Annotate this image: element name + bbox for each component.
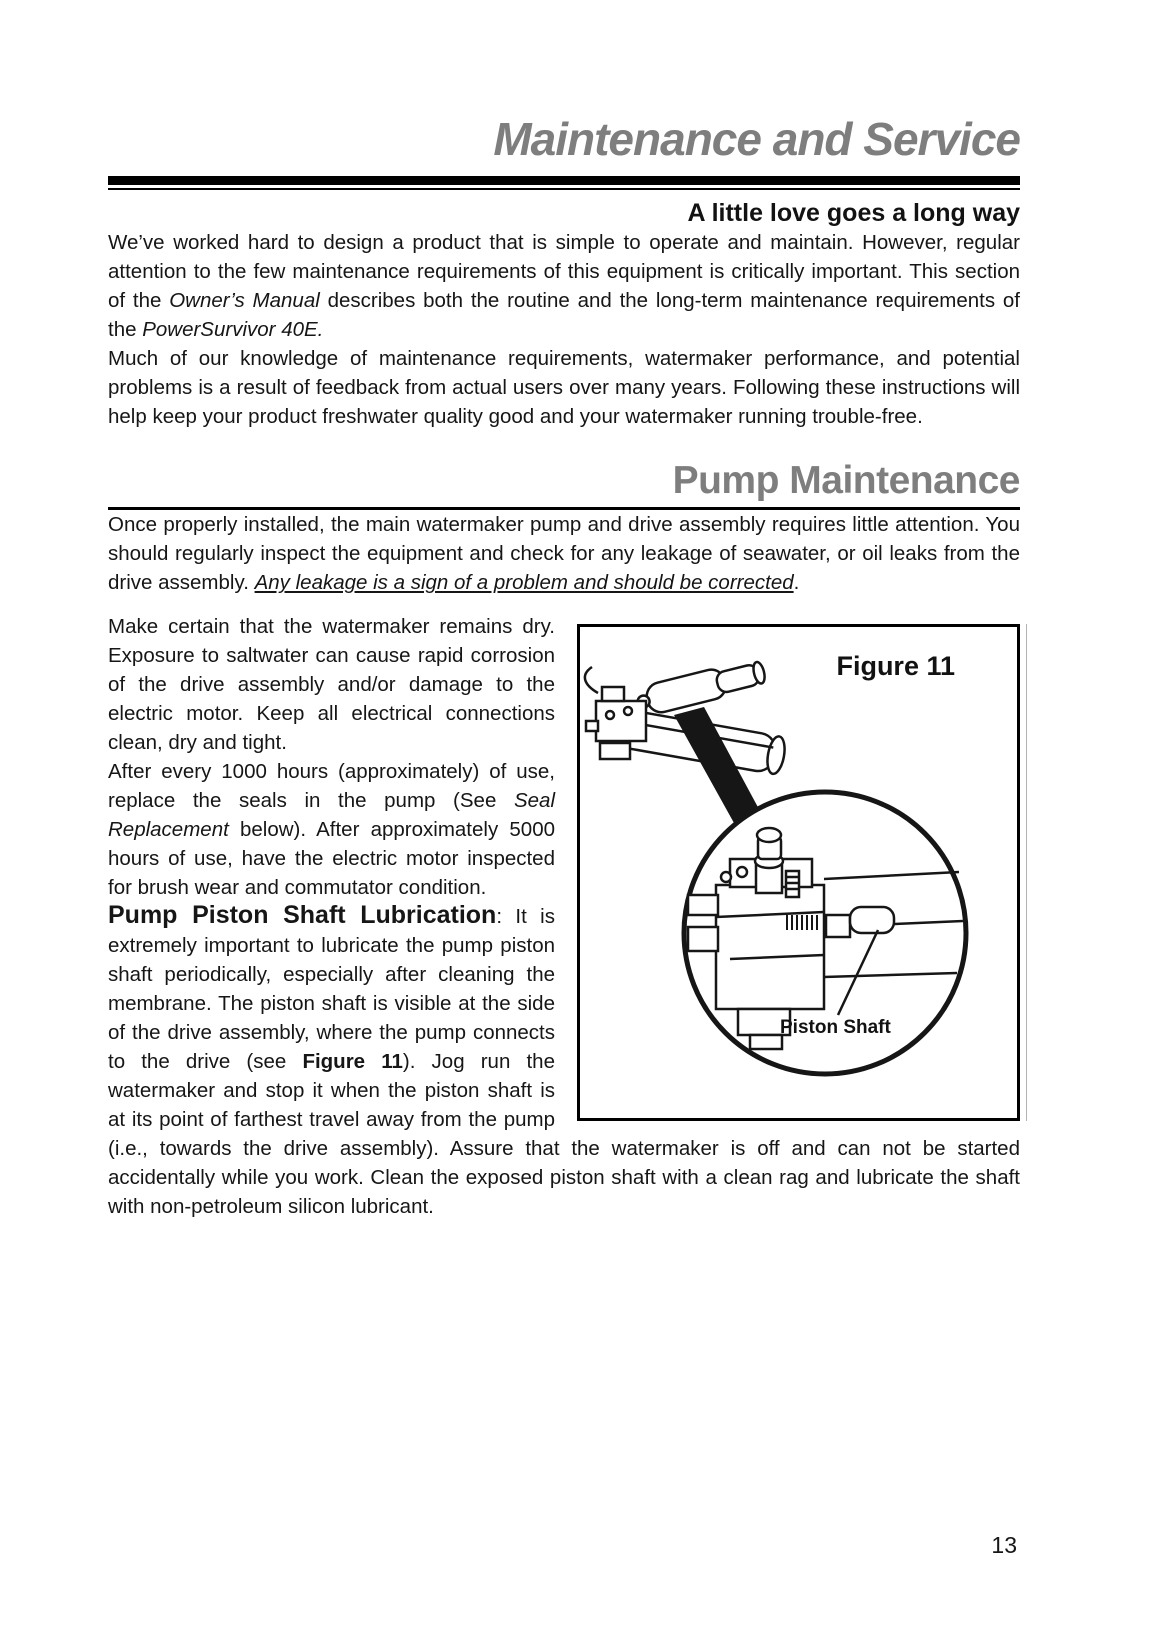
pump-maintenance-paragraph xyxy=(108,510,1020,597)
text-segment: describes both the routine and the long-term maintenance requirements of the xyxy=(108,288,1020,341)
text-segment: Pump Piston Shaft Lubrication xyxy=(108,901,497,930)
text-segment: Once properly installed, the main watermaker pump and drive assembly requires little attention. You should regularly inspect the equipment and check for any leakage of seawater, or oil leaks from the drive assembly. xyxy=(108,513,1020,595)
text-segment: After every 1000 hours (approximately) of use, replace the seals in the pump (See xyxy=(108,760,555,813)
text-segment: We’ve worked hard to design a product that is simple to operate and maintain. However, regular attention to the few maintenance requirements of this equipment is critically important. This section of the xyxy=(108,230,1020,312)
pump-illustration xyxy=(580,627,1017,1118)
scan-artifact-line xyxy=(1026,624,1027,1121)
section-subtitle: A little love goes a long way xyxy=(687,198,1020,227)
pump-maintenance-heading: Pump Maintenance xyxy=(672,458,1020,502)
text-segment: Any leakage is a sign of a problem and should be corrected xyxy=(254,571,794,595)
page-title: Maintenance and Service xyxy=(493,113,1020,165)
figure-text-wrap xyxy=(108,612,1020,1221)
text-segment: Much of our knowledge of maintenance requirements, watermaker performance, and potential problems is a result of feedback from actual users over many years. Following these instructions will help keep your product freshwater quality good and your watermaker running trouble-free. xyxy=(108,346,1020,428)
title-rule-thin-line xyxy=(108,188,1020,190)
text-segment: ). Jog run the watermaker and stop it when the piston shaft is at its point of farthest travel away from the pump (i.e., towards the drive assembly). Assure that the watermaker is off and can not be started accidentally while you work. Clean the exposed piston shaft with a clean rag and lubricate the shaft with non-petroleum silicon lubricant. xyxy=(108,1050,1020,1219)
intro-paragraph-2 xyxy=(108,344,1020,431)
page-content xyxy=(108,0,1020,1221)
text-segment: Owner’s Manual xyxy=(169,288,320,312)
text-segment: . xyxy=(793,571,800,595)
text-segment: below). After approximately 5000 hours of use, have the electric motor inspected for brush wear and commutator condition. xyxy=(108,818,555,900)
text-segment: Seal Replacement xyxy=(108,789,555,842)
intro-paragraph-1 xyxy=(108,228,1020,344)
text-segment: Figure 11 xyxy=(302,1050,403,1074)
text-segment: Make certain that the watermaker remains dry. Exposure to saltwater can cause rapid corrosion of the drive assembly and/or damage to the electric motor. Keep all electrical connections clean, dry and tight. xyxy=(108,615,555,755)
figure-box xyxy=(577,624,1020,1121)
figure-label: Figure 11 xyxy=(836,651,955,682)
page-number: 13 xyxy=(991,1532,1017,1558)
title-rule xyxy=(108,176,1020,190)
text-segment: : It is extremely important to lubricate the pump piston shaft periodically, especially after cleaning the membrane. The piston shaft is visible at the side of the drive assembly, where the pump connects to the drive (see xyxy=(108,905,555,1074)
piston-shaft-label: Piston Shaft xyxy=(780,1017,891,1039)
title-rule-thick-line xyxy=(108,176,1020,185)
text-segment: PowerSurvivor 40E. xyxy=(142,317,324,341)
